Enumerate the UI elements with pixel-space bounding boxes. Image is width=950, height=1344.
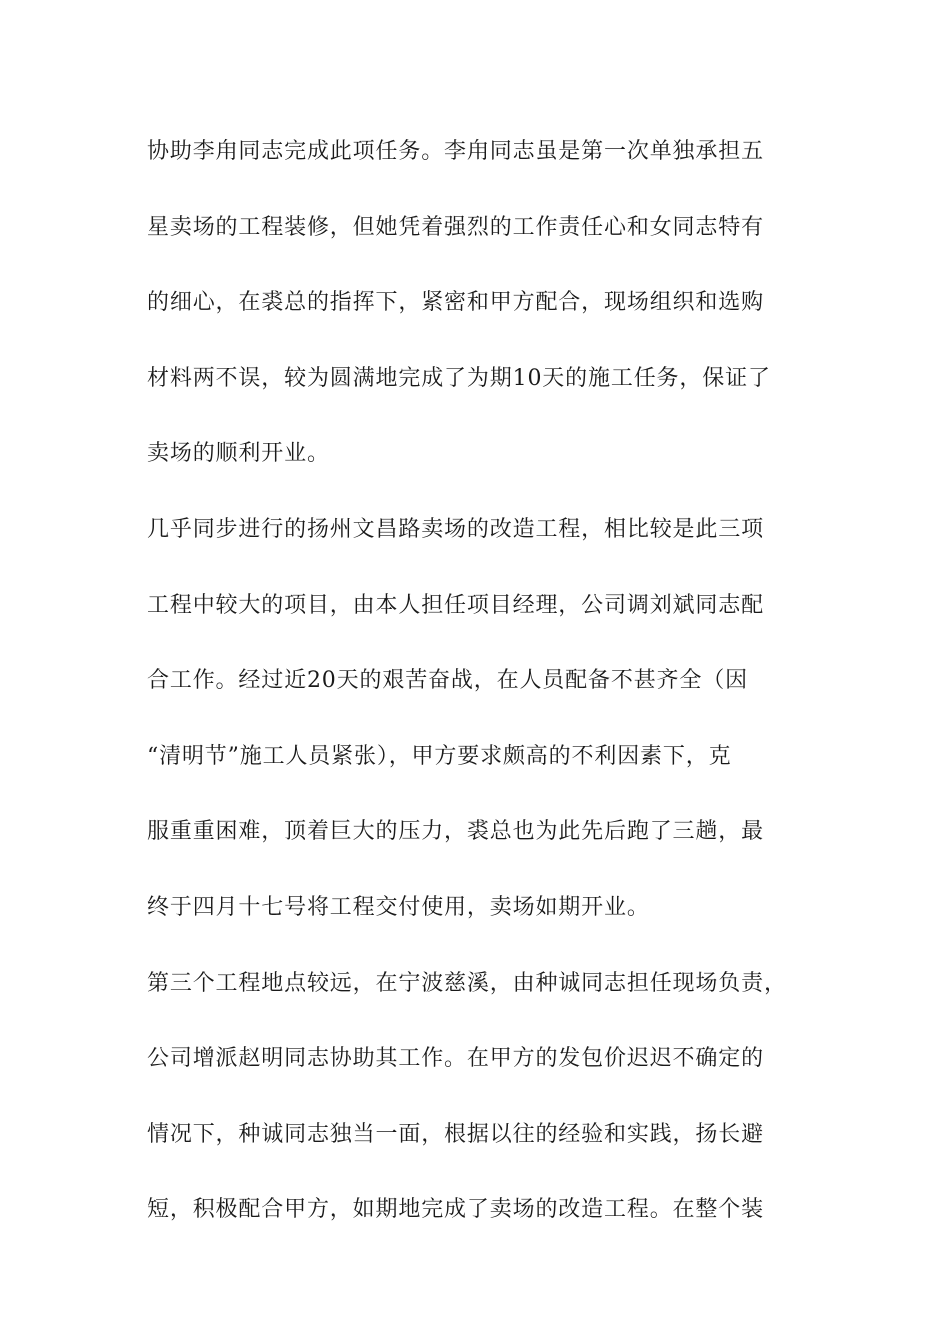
text-line: 协助李甪同志完成此项任务。李甪同志虽是第一次单独承担五 xyxy=(147,139,764,164)
text-line: 第三个工程地点较远，在宁波慈溪，由种诚同志担任现场负责， xyxy=(147,970,787,996)
text-line: 情况下，种诚同志独当一面，根据以往的经验和实践，扬长避 xyxy=(147,1121,764,1147)
text-line: 终于四月十七号将工程交付使用，卖场如期开业。 xyxy=(147,894,650,920)
text-line: 公司增派赵明同志协助其工作。在甲方的发包价迟迟不确定的 xyxy=(147,1046,764,1072)
text-line: 工程中较大的项目，由本人担任项目经理，公司调刘斌同志配 xyxy=(147,592,764,618)
text-line: 服重重困难，顶着巨大的压力，裘总也为此先后跑了三趟，最 xyxy=(147,819,764,845)
text-line: “清明节”施工人员紧张），甲方要求颇高的不利因素下，克 xyxy=(147,743,732,769)
text-line: 卖场的顺利开业。 xyxy=(147,441,330,467)
text-line: 短，积极配合甲方，如期地完成了卖场的改造工程。在整个装 xyxy=(147,1197,764,1223)
body-text xyxy=(147,130,827,1264)
text-line: 几乎同步进行的扬州文昌路卖场的改造工程，相比较是此三项 xyxy=(147,516,764,542)
text-line: 星卖场的工程装修，但她凭着强烈的工作责任心和女同志特有 xyxy=(147,214,764,240)
text-line: 材料两不误，较为圆满地完成了为期10天的施工任务，保证了 xyxy=(147,365,771,391)
text-line: 合工作。经过近20天的艰苦奋战，在人员配备不甚齐全（因 xyxy=(147,668,748,694)
text-line: 的细心，在裘总的指挥下，紧密和甲方配合，现场组织和选购 xyxy=(147,290,764,316)
